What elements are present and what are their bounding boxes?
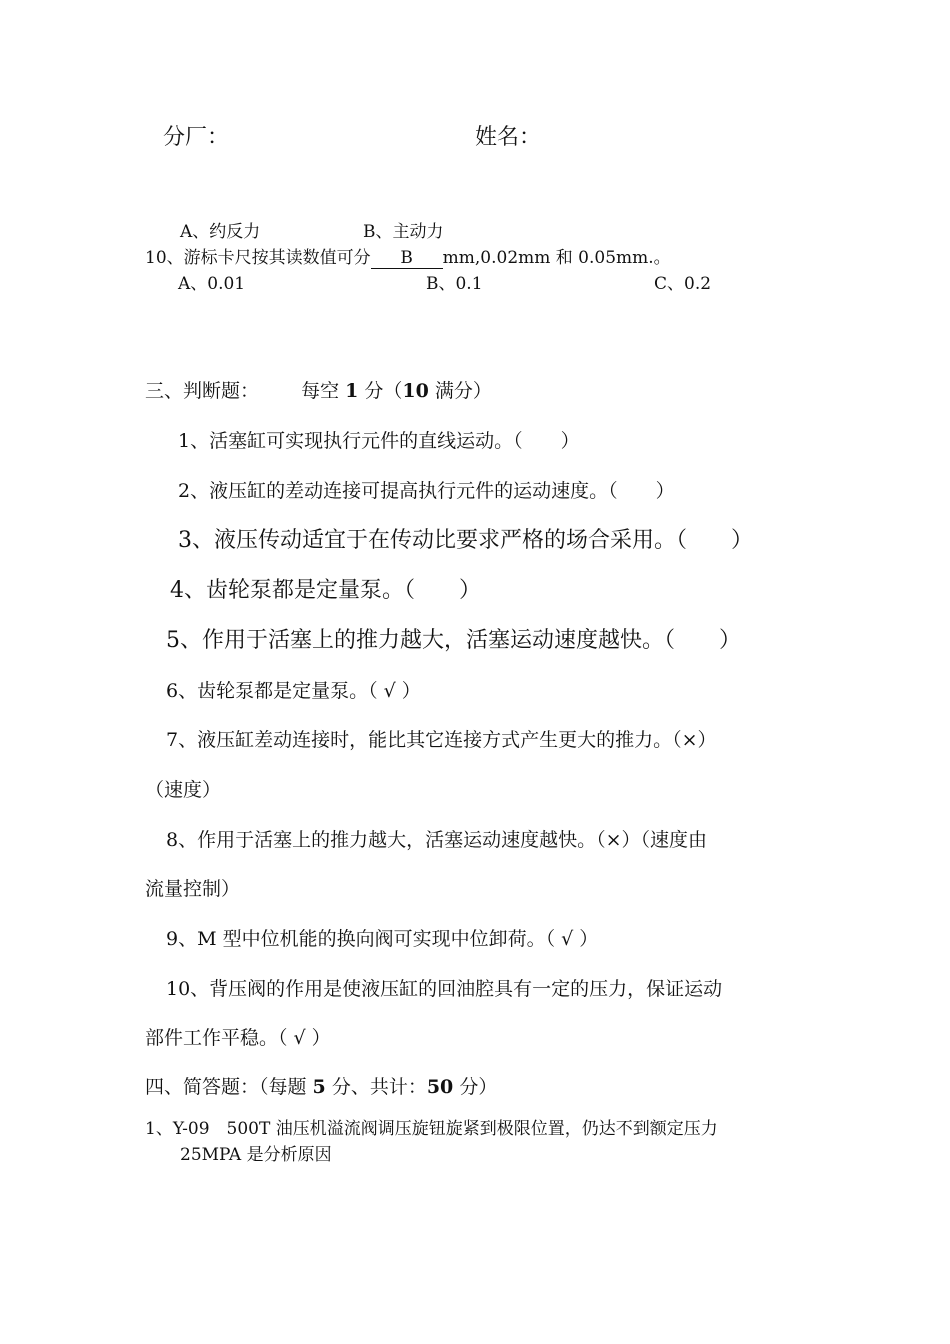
q10-option-c: C、0.2 (654, 274, 712, 294)
section3-score-prefix: 每空 (301, 380, 346, 402)
judge-item-4: 4、齿轮泵都是定量泵。（ ） (170, 578, 481, 603)
section3-title (145, 376, 492, 403)
section4-total: 50 (426, 1076, 454, 1098)
judge-item-7: 7、液压缸差动连接时，能比其它连接方式产生更大的推力。（×） (166, 729, 717, 751)
judge-item-8: 8、作用于活塞上的推力越大，活塞运动速度越快。（×）（速度由 (166, 829, 708, 851)
section4-title-end: 分） (453, 1076, 498, 1098)
section3-score-num: 1 (345, 380, 359, 402)
section4-title-mid: 分、共计： (325, 1076, 427, 1098)
q10-option-a: A、0.01 (178, 274, 246, 294)
q10-answer-blank: B (371, 248, 443, 269)
judge-item-5: 5、作用于活塞上的推力越大，活塞运动速度越快。（ ） (166, 628, 741, 653)
judge-item-9: 9、M 型中位机能的换向阀可实现中位卸荷。（ √ ） (166, 928, 599, 950)
judge-item-1: 1、活塞缸可实现执行元件的直线运动。（ ） (178, 430, 580, 452)
section3-score-end: 满分） (428, 380, 492, 402)
answer-q1-line2: 25MPA 是分析原因 (180, 1145, 332, 1165)
judge-item-8-note: 流量控制） (145, 878, 241, 900)
judge-item-10-cont: 部件工作平稳。（ √ ） (145, 1027, 331, 1049)
judge-item-10: 10、背压阀的作用是使液压缸的回油腔具有一定的压力，保证运动 (166, 978, 723, 1000)
q9-option-a: A、约反力 (180, 222, 261, 242)
section4-title-prefix: 四、简答题：（每题 (145, 1076, 313, 1098)
q9-option-b: B、主动力 (363, 222, 444, 242)
judge-item-2: 2、液压缸的差动连接可提高执行元件的运动速度。（ ） (178, 480, 675, 502)
q10-question (145, 243, 671, 269)
answer-q1-line1: 1、Y-09 500T 油压机溢流阀调压旋钮旋紧到极限位置，仍达不到额定压力 (145, 1119, 718, 1139)
judge-item-7-note: （速度） (145, 779, 222, 801)
section3-score-total: 10 (402, 380, 429, 402)
section4-per: 5 (312, 1076, 326, 1098)
section4-title (145, 1072, 497, 1099)
q10-suffix: mm,0.02mm 和 0.05mm.。 (442, 248, 671, 268)
q10-option-b: B、0.1 (426, 274, 483, 294)
section3-score-mid: 分（ (358, 380, 403, 402)
judge-item-3: 3、液压传动适宜于在传动比要求严格的场合采用。（ ） (178, 528, 753, 553)
factory-label: 分厂： (163, 125, 230, 150)
judge-item-6: 6、齿轮泵都是定量泵。（ √ ） (166, 680, 421, 702)
q10-prefix: 10、游标卡尺按其读数值可分 (145, 248, 371, 268)
name-label: 姓名： (475, 125, 542, 150)
section3-label: 三、判断题： (145, 380, 260, 402)
